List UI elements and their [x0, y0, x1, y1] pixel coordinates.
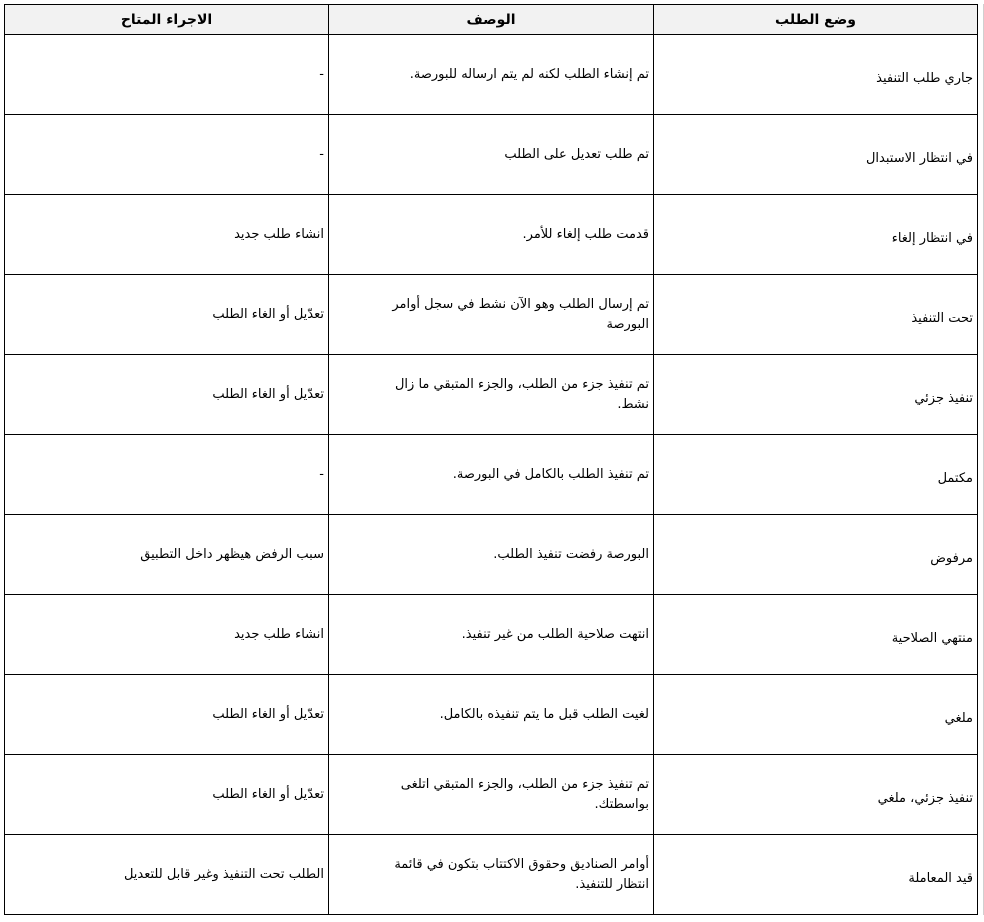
cell-status: تحت التنفيذ [654, 275, 978, 355]
description-line: البورصة [606, 316, 649, 332]
description-line: تم تنفيذ جزء من الطلب، والجزء المتبقي اتلغى [400, 776, 649, 792]
table-row [5, 835, 978, 915]
cell-description [329, 275, 654, 355]
description-line: تم إرسال الطلب وهو الآن نشط في سجل أوامر [392, 296, 649, 312]
description-line: قدمت طلب إلغاء للأمر. [522, 226, 649, 242]
cell-status: في انتظار إلغاء [654, 195, 978, 275]
table-row [5, 755, 978, 835]
cell-action: تعدّيل أو الغاء الطلب [5, 755, 329, 835]
table-row [5, 35, 978, 115]
cell-action: تعدّيل أو الغاء الطلب [5, 275, 329, 355]
header-action: الاجراء المتاح [5, 5, 329, 35]
cell-status: مكتمل [654, 435, 978, 515]
header-row [5, 5, 978, 35]
cell-status: ملغي [654, 675, 978, 755]
cell-description [329, 595, 654, 675]
table-row [5, 195, 978, 275]
cell-action: الطلب تحت التنفيذ وغير قابل للتعديل [5, 835, 329, 915]
cell-action: سبب الرفض هيظهر داخل التطبيق [5, 515, 329, 595]
description-line: انتظار للتنفيذ. [575, 876, 649, 892]
cell-status: في انتظار الاستبدال [654, 115, 978, 195]
table-row [5, 115, 978, 195]
cell-action: تعدّيل أو الغاء الطلب [5, 355, 329, 435]
table-row [5, 595, 978, 675]
description-line: تم تنفيذ جزء من الطلب، والجزء المتبقي ما زال [394, 376, 649, 392]
header-description: الوصف [329, 5, 654, 35]
table-row [5, 435, 978, 515]
description-line: تم طلب تعديل على الطلب [504, 146, 649, 162]
cell-action: - [5, 35, 329, 115]
table-row [5, 275, 978, 355]
description-line: لغيت الطلب قبل ما يتم تنفيذه بالكامل. [439, 706, 649, 722]
cell-status: منتهي الصلاحية [654, 595, 978, 675]
description-line: البورصة رفضت تنفيذ الطلب. [493, 546, 649, 562]
table-row [5, 515, 978, 595]
cell-action: انشاء طلب جديد [5, 595, 329, 675]
cell-description [329, 515, 654, 595]
description-line: أوامر الصناديق وحقوق الاكتتاب بتكون في قائمة [394, 856, 649, 872]
cell-status: مرفوض [654, 515, 978, 595]
cell-description [329, 675, 654, 755]
description-line: تم تنفيذ الطلب بالكامل في البورصة. [452, 466, 649, 482]
cell-description [329, 115, 654, 195]
description-line: نشط. [617, 396, 649, 412]
cell-action: انشاء طلب جديد [5, 195, 329, 275]
cell-status: جاري طلب التنفيذ [654, 35, 978, 115]
cell-description [329, 755, 654, 835]
cell-status: تنفيذ جزئي، ملغي [654, 755, 978, 835]
cell-status: قيد المعاملة [654, 835, 978, 915]
order-status-table [4, 4, 978, 915]
cell-description [329, 355, 654, 435]
cell-description [329, 835, 654, 915]
description-line: تم إنشاء الطلب لكنه لم يتم ارساله للبورصة. [409, 66, 649, 82]
cell-description [329, 435, 654, 515]
cell-action: - [5, 115, 329, 195]
table-row [5, 355, 978, 435]
header-status: وضع الطلب [654, 5, 978, 35]
cell-description [329, 195, 654, 275]
description-line: بواسطتك. [594, 796, 649, 812]
table-row [5, 675, 978, 755]
description-line: انتهت صلاحية الطلب من غير تنفيذ. [461, 626, 649, 642]
cell-description [329, 35, 654, 115]
cell-status: تنفيذ جزئي [654, 355, 978, 435]
cell-action: - [5, 435, 329, 515]
cell-action: تعدّيل أو الغاء الطلب [5, 675, 329, 755]
